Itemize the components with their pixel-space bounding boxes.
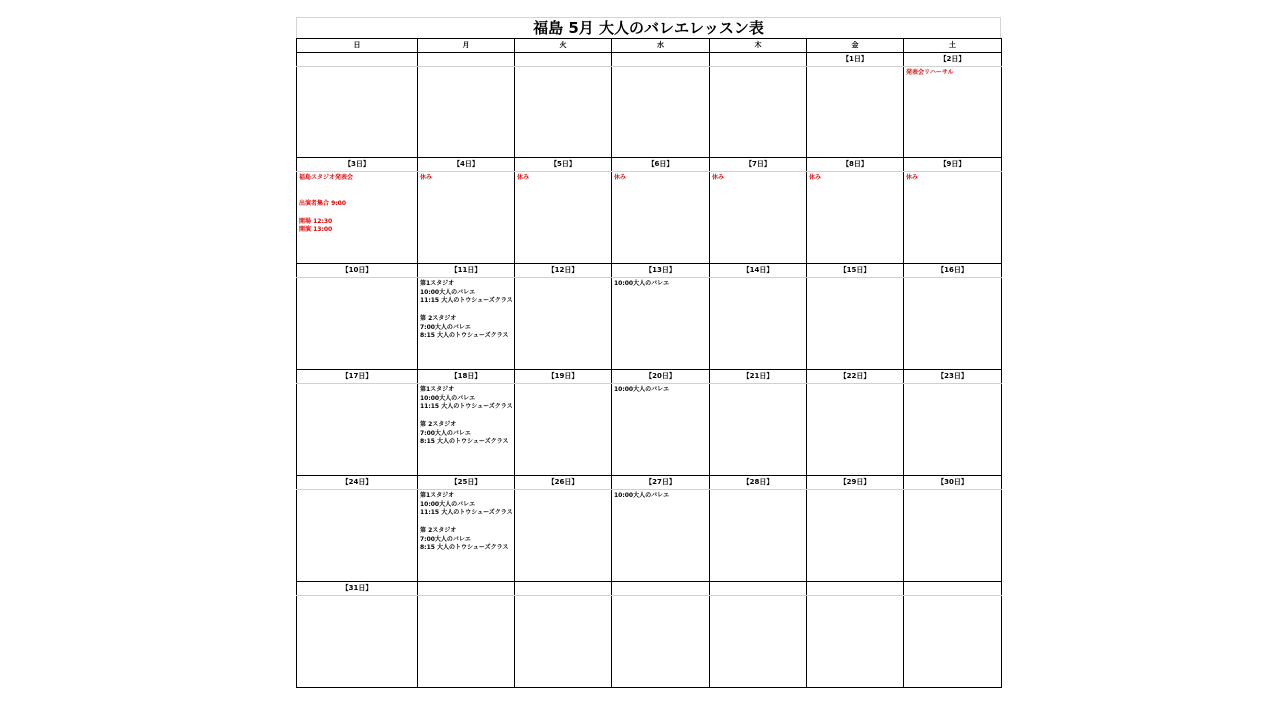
day-events: 休み [515,172,612,264]
date-row [297,582,1002,596]
day-number: 【12日】 [515,264,612,278]
day-events [515,67,612,158]
event-row [297,172,1002,264]
day-number: 【5日】 [515,158,612,172]
day-events [297,596,418,688]
day-number: 【7日】 [710,158,807,172]
day-number: 【23日】 [904,370,1002,384]
event-row [297,67,1002,158]
day-events: 休み [904,172,1002,264]
day-events: 10:00大人のバレエ [612,490,710,582]
day-number [807,582,904,596]
day-events [904,278,1002,370]
day-events: 休み [807,172,904,264]
day-events [710,384,807,476]
day-number: 【21日】 [710,370,807,384]
day-events: 10:00大人のバレエ [612,278,710,370]
date-row [297,158,1002,172]
day-events [297,278,418,370]
day-number [297,53,418,67]
day-events [904,596,1002,688]
day-events [710,596,807,688]
day-events: 発表会リハーサル [904,67,1002,158]
day-events [515,490,612,582]
lesson-schedule-sheet [296,17,1001,688]
day-events [297,490,418,582]
day-events [418,596,515,688]
day-number: 【26日】 [515,476,612,490]
day-events [612,67,710,158]
day-number: 【18日】 [418,370,515,384]
day-events [418,67,515,158]
day-number: 【13日】 [612,264,710,278]
day-events [297,67,418,158]
day-number: 【16日】 [904,264,1002,278]
day-number: 【20日】 [612,370,710,384]
date-row [297,476,1002,490]
day-events [807,384,904,476]
day-events [904,490,1002,582]
event-row [297,278,1002,370]
day-events [710,278,807,370]
day-number: 【30日】 [904,476,1002,490]
day-number [710,582,807,596]
day-events [807,67,904,158]
day-number: 【31日】 [297,582,418,596]
day-number: 【15日】 [807,264,904,278]
weekday-header-row [297,39,1002,53]
day-events: 第1スタジオ 10:00大人のバレエ 11:15 大人のトウシューズクラス 第 2スタジオ 7:00大人のバレエ 8:15 大人のトウシューズクラス [418,384,515,476]
day-events [710,490,807,582]
day-number: 【28日】 [710,476,807,490]
day-number: 【8日】 [807,158,904,172]
day-events: 第1スタジオ 10:00大人のバレエ 11:15 大人のトウシューズクラス 第 2スタジオ 7:00大人のバレエ 8:15 大人のトウシューズクラス [418,490,515,582]
day-number [418,582,515,596]
day-events: 10:00大人のバレエ [612,384,710,476]
day-number: 【4日】 [418,158,515,172]
weekday-mon: 月 [418,39,515,53]
day-number: 【6日】 [612,158,710,172]
day-events [904,384,1002,476]
day-number: 【11日】 [418,264,515,278]
day-events [807,596,904,688]
day-number: 【22日】 [807,370,904,384]
day-events [807,490,904,582]
day-events: 休み [710,172,807,264]
event-row [297,384,1002,476]
page-title: 福島 5月 大人のバレエレッスン表 [296,17,1001,38]
day-number: 【2日】 [904,53,1002,67]
day-number [612,53,710,67]
day-events: 第1スタジオ 10:00大人のバレエ 11:15 大人のトウシューズクラス 第 2スタジオ 7:00大人のバレエ 8:15 大人のトウシューズクラス [418,278,515,370]
day-events [515,596,612,688]
day-number [904,582,1002,596]
day-events [807,278,904,370]
day-number: 【25日】 [418,476,515,490]
day-number: 【24日】 [297,476,418,490]
day-events [297,384,418,476]
day-events: 福島スタジオ発表会 出演者集合 9:00 開場 12:30 開演 13:00 [297,172,418,264]
day-number [515,582,612,596]
weekday-thu: 木 [710,39,807,53]
day-number: 【29日】 [807,476,904,490]
event-row [297,596,1002,688]
weekday-wed: 水 [612,39,710,53]
weekday-fri: 金 [807,39,904,53]
date-row [297,370,1002,384]
day-number: 【3日】 [297,158,418,172]
day-number: 【9日】 [904,158,1002,172]
date-row [297,53,1002,67]
day-number: 【1日】 [807,53,904,67]
weekday-sun: 日 [297,39,418,53]
weekday-tue: 火 [515,39,612,53]
day-events [515,278,612,370]
calendar-table [296,38,1002,688]
day-events [612,596,710,688]
day-number [418,53,515,67]
day-number [515,53,612,67]
day-events: 休み [612,172,710,264]
day-number: 【19日】 [515,370,612,384]
day-number: 【17日】 [297,370,418,384]
day-number [612,582,710,596]
day-events [710,67,807,158]
day-number: 【10日】 [297,264,418,278]
day-number [710,53,807,67]
day-number: 【27日】 [612,476,710,490]
event-row [297,490,1002,582]
weekday-sat: 土 [904,39,1002,53]
day-events: 休み [418,172,515,264]
day-events [515,384,612,476]
day-number: 【14日】 [710,264,807,278]
date-row [297,264,1002,278]
